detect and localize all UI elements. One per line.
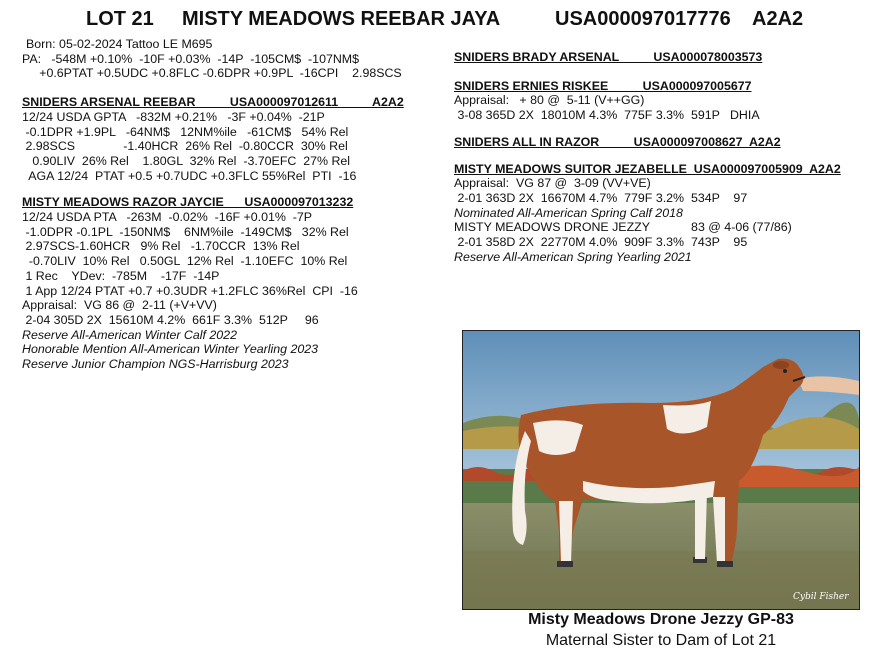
dam-line: 12/24 USDA PTA -263M -0.02% -16F +0.01% -7P: [22, 210, 313, 225]
photo-caption-title: Misty Meadows Drone Jezzy GP-83: [528, 611, 794, 628]
dam-honor: Honorable Mention All-American Winter Yearling 2023: [22, 342, 319, 357]
maternal-sister-name: MISTY MEADOWS DRONE JEZZY 83 @ 4-06 (77/86): [454, 220, 792, 235]
sire-dam-line: 3-08 365D 2X 18010M 4.3% 775F 3.3% 591P DHIA: [454, 108, 760, 123]
dam-line: -1.0DPR -0.1PL -150NM$ 6NM%ile -149CM$ 32% Rel: [22, 224, 349, 239]
dam-line: 2.97SCS-1.60HCR 9% Rel -1.70CCR 13% Rel: [22, 239, 300, 254]
sire-line: 12/24 USDA GPTA -832M +0.21% -3F +0.04% -21P: [22, 109, 325, 124]
dam-dam-line: 2-01 363D 2X 16670M 4.7% 779F 3.2% 534P 97: [454, 190, 748, 205]
maternal-sister-honor: Reserve All-American Spring Yearling 2021: [454, 249, 692, 264]
pa-line-1: PA: -548M +0.10% -10F +0.03% -14P -105CM$ -107NM$: [22, 51, 360, 66]
lot-header: [0, 6, 874, 34]
born-line: Born: 05-02-2024 Tattoo LE M695: [26, 37, 213, 51]
right-column: [454, 50, 869, 264]
sire-line: -0.1DPR +1.9PL -64NM$ 12NM%ile -61CM$ 54% Rel: [22, 124, 349, 139]
lot-number: LOT 21: [86, 8, 154, 30]
dam-honor: Reserve Junior Champion NGS-Harrisburg 2023: [22, 357, 289, 372]
dam-honor: Reserve All-American Winter Calf 2022: [22, 327, 237, 342]
sire-line: 0.90LIV 26% Rel 1.80GL 32% Rel -3.70EFC 27% Rel: [22, 153, 351, 168]
photographer-signature: Cybil Fisher: [793, 592, 849, 602]
dam-dam-honor: Nominated All-American Spring Calf 2018: [454, 205, 683, 220]
sire-sire-title: SNIDERS BRADY ARSENAL USA000078003573: [454, 50, 763, 64]
pa-line-2: +0.6PTAT +0.5UDC +0.8FLC -0.6DPR +0.9PL -16CPI 2.98SCS: [22, 66, 402, 81]
dam-title: MISTY MEADOWS RAZOR JAYCIE USA000097013232: [22, 195, 354, 210]
dam-record: 2-04 305D 2X 15610M 4.2% 661F 3.3% 512P 96: [22, 312, 319, 327]
dam-sire-title: SNIDERS ALL IN RAZOR USA000097008627 A2A2: [454, 134, 781, 149]
lot-animal-name: MISTY MEADOWS REEBAR JAYA: [182, 8, 501, 30]
dam-appraisal: Appraisal: VG 86 @ 2-11 (+V+VV): [22, 298, 217, 313]
left-column: [22, 37, 432, 372]
sire-title: SNIDERS ARSENAL REEBAR USA000097012611 A2A2: [22, 95, 404, 110]
sire-line: 2.98SCS -1.40HCR 26% Rel -0.80CCR 30% Rel: [22, 139, 348, 154]
lot-a2-status: A2A2: [752, 8, 804, 30]
dam-line: -0.70LIV 10% Rel 0.50GL 12% Rel -1.10EFC 10% Rel: [22, 254, 348, 269]
dam-line: 1 Rec YDev: -785M -17F -14P: [22, 268, 220, 283]
lot-registration: USA000097017776: [555, 8, 731, 30]
sire-dam-title: SNIDERS ERNIES RISKEE USA000097005677: [454, 78, 752, 93]
photo-caption-subtitle: Maternal Sister to Dam of Lot 21: [545, 632, 777, 649]
sire-line: AGA 12/24 PTAT +0.5 +0.7UDC +0.3FLC 55%Rel PTI -16: [22, 168, 357, 183]
cow-photo: [462, 330, 860, 610]
dam-line: 1 App 12/24 PTAT +0.7 +0.3UDR +1.2FLC 36%Rel CPI -16: [22, 283, 358, 298]
dam-dam-line: Appraisal: VG 87 @ 3-09 (VV+VE): [454, 176, 651, 191]
dam-dam-title: MISTY MEADOWS SUITOR JEZABELLE USA000097005909 A2A2: [454, 161, 841, 176]
sire-dam-line: Appraisal: + 80 @ 5-11 (V++GG): [454, 93, 645, 108]
maternal-sister-record: 2-01 358D 2X 22770M 4.0% 909F 3.3% 743P 95: [454, 235, 748, 250]
cow-photo-illustration: [463, 331, 859, 609]
